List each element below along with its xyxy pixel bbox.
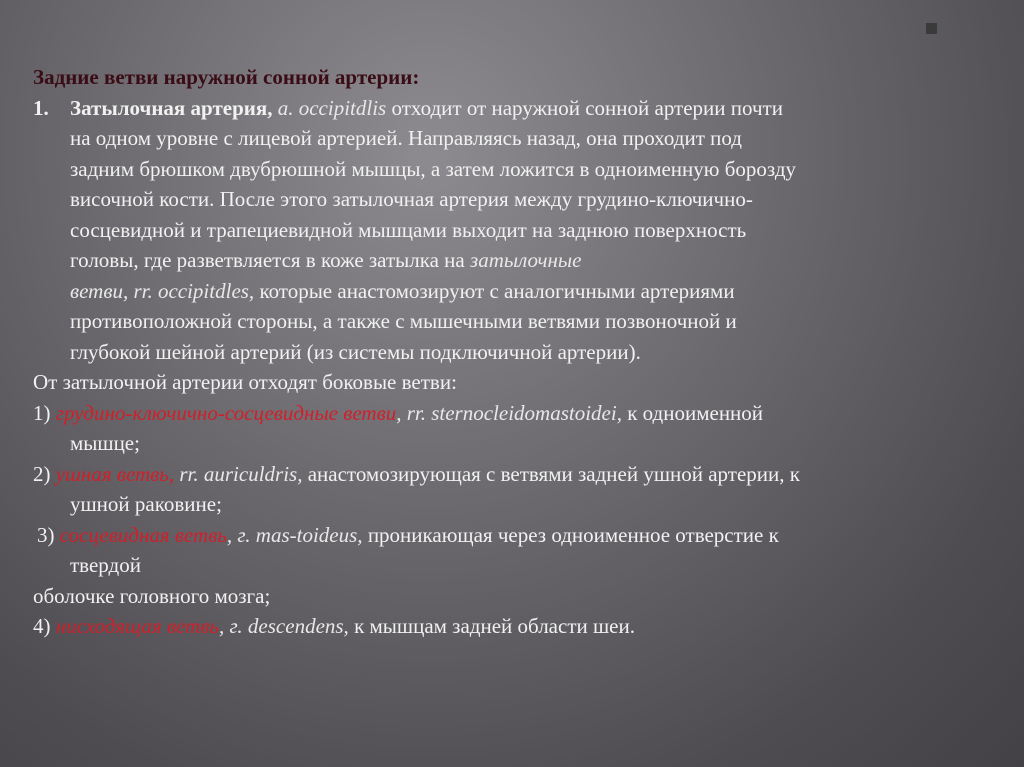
item-1-line-7 — [33, 276, 993, 307]
branch-3 — [33, 520, 993, 551]
branch-3-name: сосцевидная ветвь — [59, 522, 227, 547]
item-1-line-4: височной кости. После этого затылочная артерия между грудино-ключично- — [70, 187, 753, 211]
branch-1-latin: , rr. sternocleidomastoidei, — [396, 400, 622, 425]
item-1-number: 1. — [33, 95, 49, 120]
item-1-latin: a. occipitdlis — [272, 95, 387, 120]
branch-2 — [33, 459, 993, 490]
branch-4-number: 4) — [33, 614, 56, 638]
branch-2-text: анастомозирующая с ветвями задней ушной артерии, к — [302, 461, 800, 486]
item-1-line-5: сосцевидной и трапециевидной мышцами выходит на заднюю поверхность — [70, 217, 747, 242]
branch-4-name: нисходящая ветвь — [55, 614, 220, 638]
item-1-line-6-text: головы, где разветвляется в коже затылка на — [70, 248, 470, 272]
item-1-line-3: задним брюшком двубрюшной мышцы, а затем ложится в одноименную борозду — [70, 156, 797, 181]
branch-1-number: 1) — [33, 400, 56, 425]
branches-intro: От затылочной артерии отходят боковые ветви: — [33, 370, 457, 394]
slide-body — [33, 62, 993, 642]
item-1-line-7-text: которые анастомозируют с аналогичными артериями — [254, 278, 735, 303]
branch-2-number: 2) — [33, 461, 56, 486]
slide-heading: Задние ветви наружной сонной артерии: — [33, 65, 420, 89]
branch-1-name: грудино-ключично-сосцевидные ветви — [55, 400, 397, 425]
branch-1 — [33, 398, 993, 429]
branch-3-latin: , г. mas-toideus, — [226, 522, 363, 547]
branch-4-text: к мышцам задней области шеи. — [348, 614, 635, 638]
branch-3-continuation-2: оболочке головного мозга; — [33, 583, 271, 608]
branch-2-name: ушная ветвь, — [55, 461, 175, 486]
branch-3-number: 3) — [37, 522, 60, 547]
item-1-line-2: на одном уровне с лицевой артерией. Направляясь назад, она проходит под — [70, 126, 742, 150]
item-1-first-line — [33, 93, 993, 124]
branch-2-latin: rr. auriculdris, — [174, 461, 303, 486]
item-1-line-6 — [33, 245, 993, 276]
item-1-line-7-latin: ветви, rr. occipitdles, — [70, 278, 255, 303]
item-1-line-6-latin: затылочные — [470, 248, 582, 272]
item-1-term: Затылочная артерия, — [70, 95, 273, 120]
item-1-text: отходит от наружной сонной артерии почти — [386, 95, 783, 120]
branch-2-continuation: ушной раковине; — [70, 492, 222, 516]
branch-3-continuation: твердой — [70, 553, 141, 577]
slide-marker — [926, 23, 937, 34]
branch-1-continuation: мышце; — [70, 431, 140, 455]
branch-4-latin: , г. descendens, — [219, 614, 349, 638]
branch-4 — [33, 611, 993, 642]
branch-1-text: к одноименной — [621, 400, 764, 425]
item-1-line-9: глубокой шейной артерий (из системы подключичной артерии). — [70, 339, 641, 364]
branch-3-text: проникающая через одноименное отверстие к — [362, 522, 779, 547]
item-1-line-8: противоположной стороны, а также с мышечными ветвями позвоночной и — [70, 309, 737, 333]
